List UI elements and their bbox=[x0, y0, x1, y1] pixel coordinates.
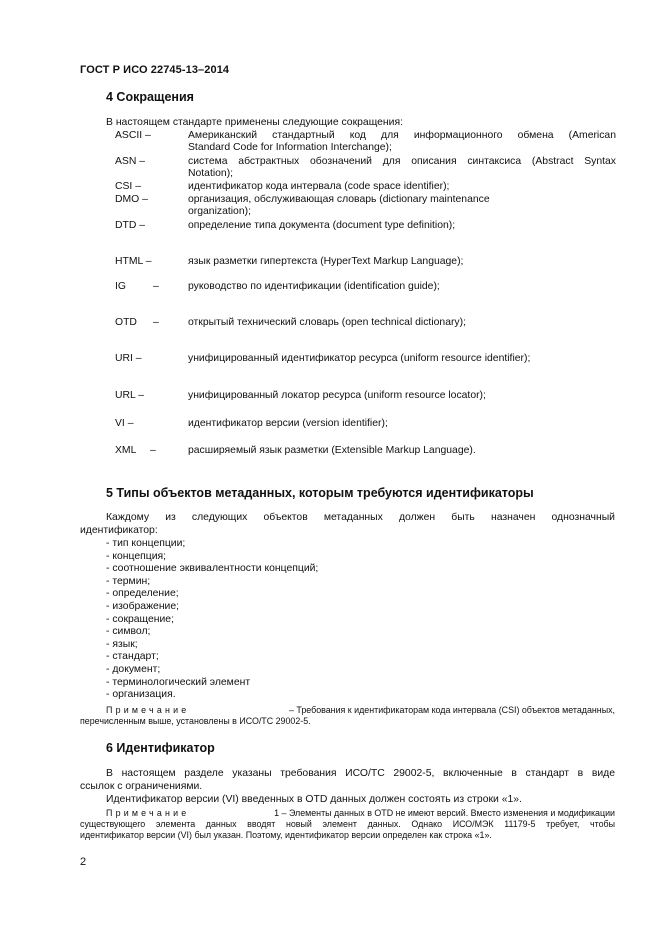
abbr-def-line: Американский стандартный код для информационного обмена (American bbox=[188, 130, 616, 141]
section-6-note bbox=[106, 808, 615, 819]
list-item: - концепция; bbox=[106, 550, 167, 562]
page-number: 2 bbox=[80, 856, 87, 868]
abbr-term: ASCII – bbox=[115, 130, 151, 141]
abbr-def-line: идентификатор кода интервала (code space identifier); bbox=[188, 181, 450, 192]
section-5-title: 5 Типы объектов метаданных, которым требуются идентификаторы bbox=[106, 486, 534, 500]
list-item: - сокращение; bbox=[106, 613, 174, 625]
abbr-term: VI – bbox=[115, 418, 134, 429]
abbr-def-line bbox=[188, 156, 616, 169]
abbr-def-line: открытый технический словарь (open technical dictionary); bbox=[188, 317, 466, 328]
document-header-id: ГОСТ Р ИСО 22745-13–2014 bbox=[80, 64, 230, 76]
abbr-def-line: руководство по идентификации (identification guide); bbox=[188, 281, 440, 292]
abbr-term: IG bbox=[115, 281, 126, 292]
abbr-dash: – bbox=[153, 317, 159, 328]
abbr-term: HTML – bbox=[115, 256, 152, 267]
list-item: - документ; bbox=[106, 663, 161, 675]
abbr-def-line: язык разметки гипертекста (HyperText Markup Language); bbox=[188, 256, 464, 267]
abbr-def-line: определение типа документа (document type definition); bbox=[188, 220, 456, 231]
note-text: 1 – Элементы данных в OTD не имеют версий. Вместо изменения и модификации bbox=[274, 808, 615, 818]
metadata-objects-list bbox=[106, 538, 318, 702]
list-item: - язык; bbox=[106, 638, 138, 650]
list-item: - тип концепции; bbox=[106, 538, 186, 549]
abbr-def-line: унифицированный идентификатор ресурса (uniform resource identifier); bbox=[188, 353, 531, 364]
section-4-intro: В настоящем стандарте применены следующие сокращения: bbox=[106, 117, 403, 128]
abbr-def-line: организация, обслуживающая словарь (dictionary maintenance bbox=[188, 194, 490, 205]
abbr-dash: – bbox=[150, 445, 156, 456]
abbr-def-text: система абстрактных обозначений для описания синтаксиса (Abstract Syntax bbox=[188, 156, 616, 167]
abbr-def-line: расширяемый язык разметки (Extensible Markup Language). bbox=[188, 445, 476, 456]
abbr-def-line: Notation); bbox=[188, 168, 234, 179]
abbr-def-line: идентификатор версии (version identifier); bbox=[188, 418, 388, 429]
list-item: - определение; bbox=[106, 588, 179, 600]
abbr-term: DMO – bbox=[115, 194, 148, 205]
list-item: - стандарт; bbox=[106, 651, 159, 663]
list-item: - символ; bbox=[106, 626, 151, 638]
list-item: - терминологический элемент bbox=[106, 676, 251, 688]
abbr-def-line: organization); bbox=[188, 206, 251, 217]
note-label: Примечание bbox=[106, 808, 190, 818]
section-6-para-2: Идентификатор версии (VI) введенных в OTD данных должен состоять из строки «1». bbox=[106, 794, 522, 805]
section-5-intro-text: Каждому из следующих объектов метаданных должен быть назначен однозначный bbox=[106, 512, 615, 523]
abbr-term: URL – bbox=[115, 390, 145, 401]
abbr-definition bbox=[188, 130, 616, 143]
abbr-def-line: Standard Code for Information Interchange); bbox=[188, 142, 392, 153]
list-item: - соотношение эквивалентности концепций; bbox=[106, 563, 319, 575]
abbr-term: URI – bbox=[115, 353, 142, 364]
list-item: - изображение; bbox=[106, 600, 180, 612]
section-5-note-line: перечисленным выше, установлены в ИСО/ТС 29002-5. bbox=[80, 716, 311, 726]
abbr-def-line: унифицированный локатор ресурса (uniform resource locator); bbox=[188, 390, 486, 401]
list-item: - термин; bbox=[106, 575, 151, 587]
section-6-title: 6 Идентификатор bbox=[106, 741, 215, 755]
section-5-intro-line bbox=[106, 512, 615, 525]
abbr-term: OTD bbox=[115, 317, 137, 328]
section-6-para-line: ссылок с ограничениями. bbox=[80, 781, 203, 792]
note-label: Примечание bbox=[106, 705, 190, 715]
abbr-dash: – bbox=[153, 281, 159, 292]
section-6-note-line: существующего элемента данных вводят новый элемент данных. Однако ИСО/МЭК 11179-5 требует, чтобы bbox=[80, 819, 615, 829]
abbr-term: CSI – bbox=[115, 181, 141, 192]
abbr-term: XML bbox=[115, 445, 137, 456]
section-5-note bbox=[106, 705, 615, 716]
note-text: – Требования к идентификаторам кода интервала (CSI) объектов метаданных, bbox=[289, 705, 615, 715]
section-6-note-line: идентификатор версии (VI) был указан. Поэтому, идентификатор версии определен как строка «1». bbox=[80, 830, 492, 840]
section-6-para-text: В настоящем разделе указаны требования ИСО/ТС 29002-5, включенные в стандарт в виде bbox=[106, 768, 615, 779]
abbr-term: ASN – bbox=[115, 156, 146, 167]
section-5-intro-line: идентификатор: bbox=[80, 525, 158, 536]
section-6-para-line bbox=[106, 768, 615, 781]
list-item: - организация. bbox=[106, 689, 176, 701]
abbr-term: DTD – bbox=[115, 220, 146, 231]
section-4-title: 4 Сокращения bbox=[106, 90, 194, 104]
